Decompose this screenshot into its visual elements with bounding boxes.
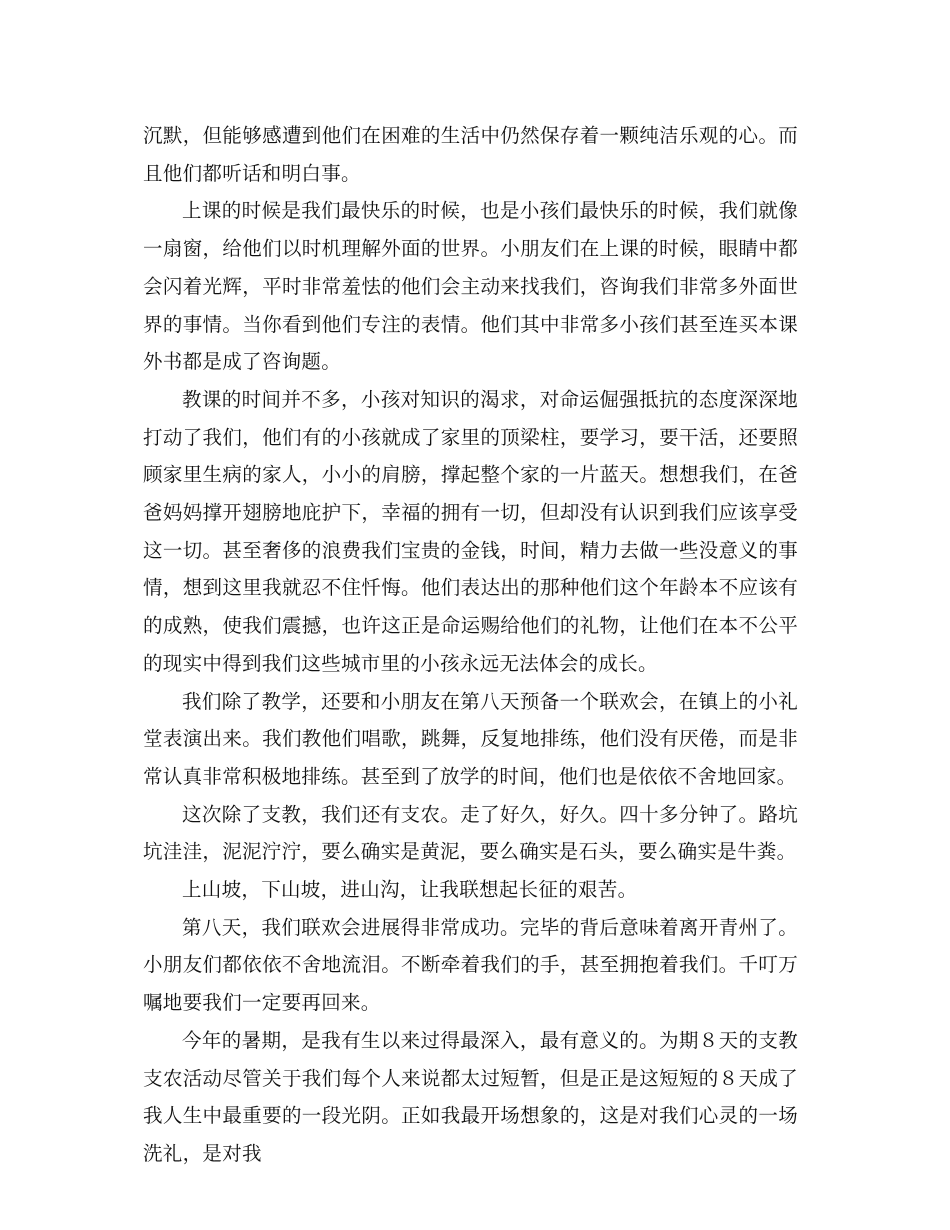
paragraph-4: 我们除了教学，还要和小朋友在第八天预备一个联欢会，在镇上的小礼堂表演出来。我们教他们唱歌，跳舞，反复地排练，他们没有厌倦，而是非常认真非常积极地排练。甚至到了放学的时间，他们也是依依不舍地回家。	[143, 689, 798, 788]
paragraph-2: 上课的时候是我们最快乐的时候，也是小孩们最快乐的时候，我们就像一扇窗，给他们以时机理解外面的世界。小朋友们在上课的时候，眼睛中都会闪着光辉，平时非常羞怯的他们会主动来找我们，咨询我们非常多外面世界的事情。当你看到他们专注的表情。他们其中非常多小孩们甚至连买本课外书都是成了咨询题。	[143, 199, 798, 374]
paragraph-7: 第八天，我们联欢会进展得非常成功。完毕的背后意味着离开青州了。小朋友们都依依不舍地流泪。不断牵着我们的手，甚至拥抱着我们。千叮万嘱地要我们一定要再回来。	[143, 915, 798, 1015]
paragraph-5: 这次除了支教，我们还有支农。走了好久，好久。四十多分钟了。路坑坑洼洼，泥泥泞泞，要么确实是黄泥，要么确实是石头，要么确实是牛粪。	[143, 802, 798, 864]
paragraph-8: 今年的暑期，是我有生以来过得最深入，最有意义的。为期８天的支教支农活动尽管关于我们每个人来说都太过短暂，但是正是这短短的８天成了我人生中最重要的一段光阴。正如我最开场想象的，这是对我们心灵的一场洗礼，是对我	[143, 1028, 798, 1165]
paragraph-6: 上山坡，下山坡，进山沟，让我联想起长征的艰苦。	[182, 878, 638, 902]
paragraph-3: 教课的时间并不多，小孩对知识的渴求，对命运倔强抵抗的态度深深地打动了我们，他们有的小孩就成了家里的顶梁柱，要学习，要干活，还要照顾家里生病的家人，小小的肩膀，撑起整个家的一片蓝天。想想我们，在爸爸妈妈撑开翅膀地庇护下，幸福的拥有一切，但却没有认识到我们应该享受这一切。甚至奢侈的浪费我们宝贵的金钱，时间，精力去做一些没意义的事情，想到这里我就忍不住忏悔。他们表达出的那种他们这个年龄本不应该有的成熟，使我们震撼，也许这正是命运赐给他们的礼物，让他们在本不公平的现实中得到我们这些城市里的小孩永远无法体会的成长。	[143, 387, 798, 675]
paragraph-1: 沉默，但能够感遭到他们在困难的生活中仍然保存着一颗纯洁乐观的心。而且他们都听话和明白事。	[143, 124, 798, 185]
document-body	[143, 117, 798, 1173]
